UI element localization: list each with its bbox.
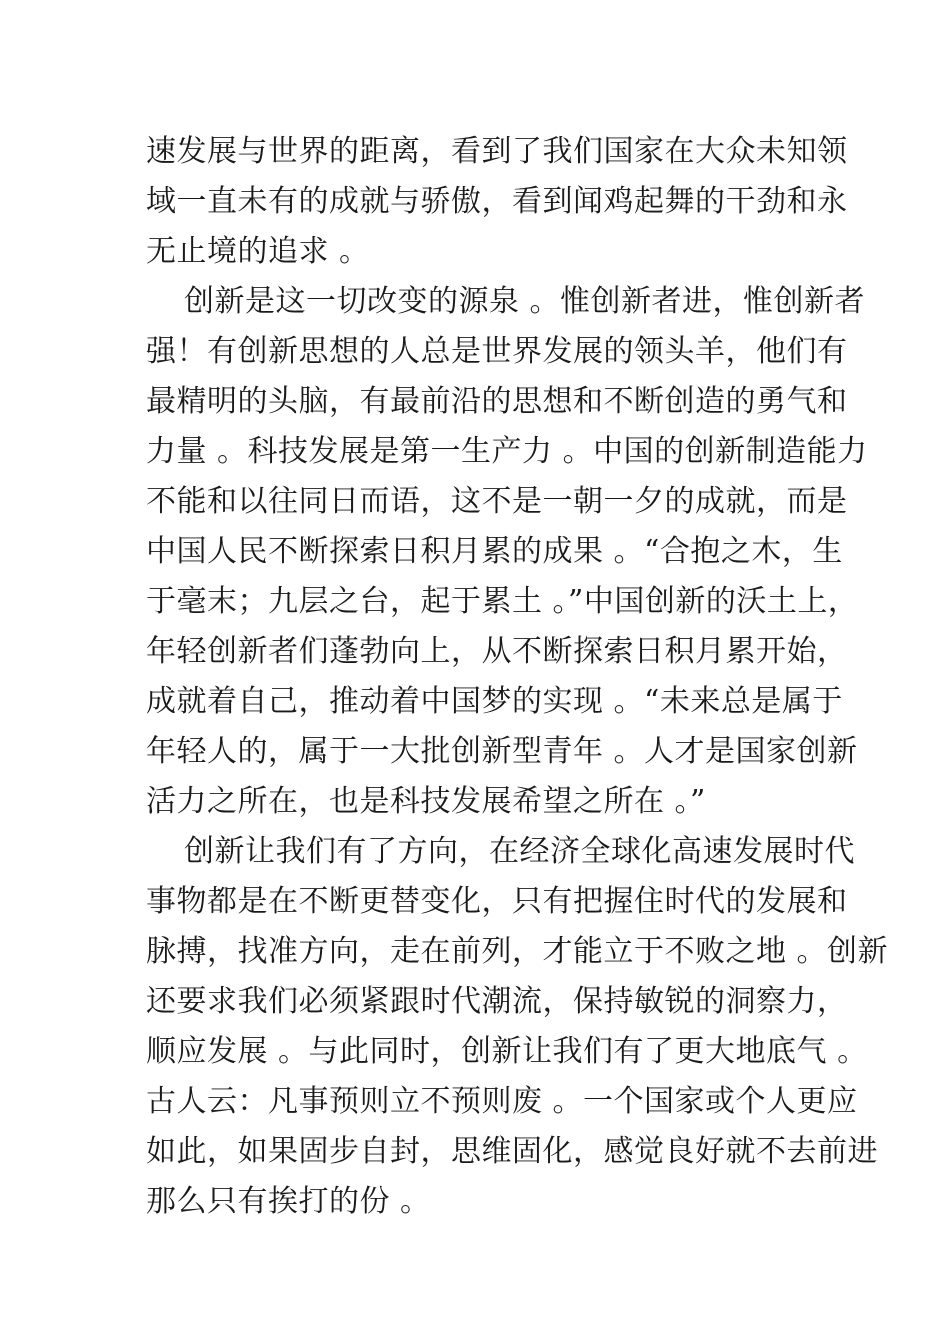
- paragraph-first-line: 创新让我们有了方向，在经济全球化高速发展时代: [184, 834, 855, 869]
- text-line: 年轻创新者们蓬勃向上，从不断探索日积月累开始，: [146, 634, 848, 669]
- paragraph-first-line: 创新是这一切改变的源泉 。惟创新者进，惟创新者: [184, 284, 866, 319]
- text-line: 如此，如果固步自封，思维固化，感觉良好就不去前进: [146, 1134, 878, 1169]
- text-line: 无止境的追求 。: [146, 234, 370, 269]
- text-line: 成就着自己，推动着中国梦的实现 。“未来总是属于: [146, 684, 843, 719]
- text-line: 活力之所在，也是科技发展希望之所在 。”: [146, 784, 706, 819]
- text-line: 中国人民不断探索日积月累的成果 。“合抱之木，生: [146, 534, 843, 569]
- text-line: 事物都是在不断更替变化，只有把握住时代的发展和: [146, 884, 848, 919]
- text-line: 古人云：凡事预则立不预则废 。一个国家或个人更应: [146, 1084, 858, 1119]
- text-line: 不能和以往同日而语，这不是一朝一夕的成就，而是: [146, 484, 848, 519]
- text-line: 最精明的头脑，有最前沿的思想和不断创造的勇气和: [146, 384, 848, 419]
- text-line: 那么只有挨打的份 。: [146, 1184, 431, 1219]
- text-line: 年轻人的，属于一大批创新型青年 。人才是国家创新: [146, 734, 858, 769]
- text-line: 还要求我们必须紧跟时代潮流，保持敏锐的洞察力，: [146, 984, 848, 1019]
- text-line: 力量 。科技发展是第一生产力 。中国的创新制造能力: [146, 434, 868, 469]
- text-line: 脉搏，找准方向，走在前列，才能立于不败之地 。创新: [146, 934, 889, 969]
- text-line: 强！有创新思想的人总是世界发展的领头羊，他们有: [146, 334, 848, 369]
- text-line: 速发展与世界的距离，看到了我们国家在大众未知领: [146, 134, 848, 169]
- text-line: 于毫末；九层之台，起于累土 。”中国创新的沃土上，: [146, 584, 859, 619]
- text-line: 顺应发展 。与此同时，创新让我们有了更大地底气 。: [146, 1034, 868, 1069]
- text-line: 域一直未有的成就与骄傲，看到闻鸡起舞的干劲和永: [146, 184, 848, 219]
